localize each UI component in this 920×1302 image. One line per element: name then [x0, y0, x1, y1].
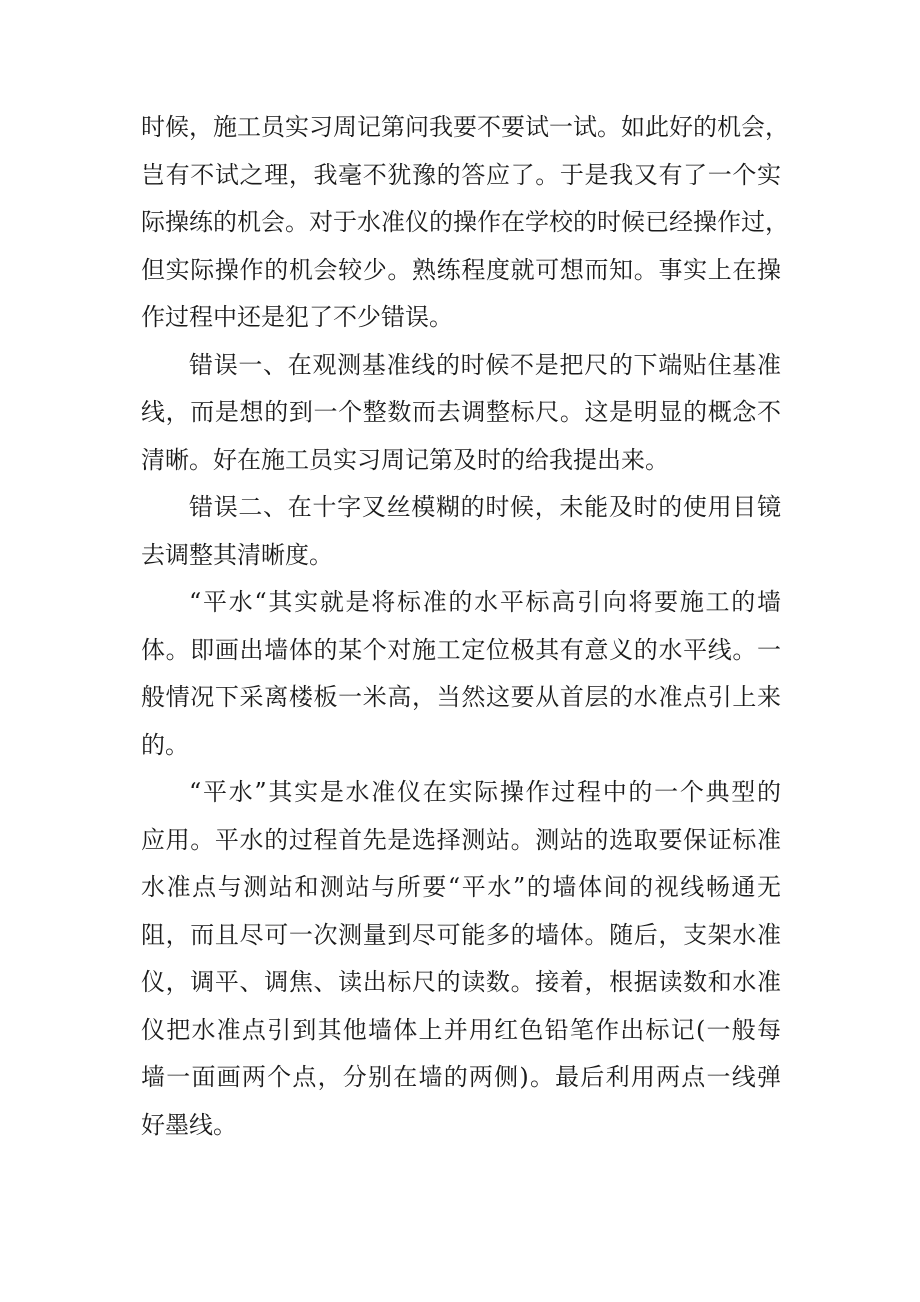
text-line: 错误二、在十字叉丝模糊的时候，未能及时的使用目镜 — [189, 493, 781, 521]
text-line: 际操练的机会。对于水准仪的操作在学校的时候已经操作过， — [141, 208, 789, 236]
text-line: 作过程中还是犯了不少错误。 — [141, 303, 453, 331]
text-line: “平水“其实就是将标准的水平标高引向将要施工的墙 — [189, 588, 781, 616]
text-line: 但实际操作的机会较少。熟练程度就可想而知。事实上在操 — [141, 255, 781, 284]
text-line: 墙一面画两个点，分别在墙的两侧)。最后利用两点一线弹 — [141, 1063, 781, 1091]
text-line: 应用。平水的过程首先是选择测站。测站的选取要保证标准 — [141, 825, 781, 854]
text-line: 岂有不试之理，我毫不犹豫的答应了。于是我又有了一个实 — [141, 160, 781, 189]
text-line: 仪，调平、调焦、读出标尺的读数。接着，根据读数和水准 — [141, 968, 781, 996]
text-line: 阻，而且尽可一次测量到尽可能多的墙体。随后，支架水准 — [141, 920, 781, 949]
body-text — [141, 104, 789, 1149]
text-line: 好墨线。 — [141, 1110, 237, 1139]
text-line: “平水”其实是水准仪在实际操作过程中的一个典型的 — [189, 778, 781, 806]
text-line: 体。即画出墙体的某个对施工定位极其有意义的水平线。一 — [141, 635, 781, 664]
text-line: 去调整其清晰度。 — [141, 540, 333, 569]
text-line: 水准点与测站和测站与所要“平水”的墙体间的视线畅通无 — [141, 873, 781, 901]
text-line: 的。 — [141, 730, 189, 759]
text-line: 般情况下采离楼板一米高，当然这要从首层的水准点引上来 — [141, 683, 781, 711]
text-line: 时候，施工员实习周记第问我要不要试一试。如此好的机会， — [141, 113, 789, 141]
text-line: 错误一、在观测基准线的时候不是把尺的下端贴住基准 — [189, 350, 781, 379]
text-line: 清晰。好在施工员实习周记第及时的给我提出来。 — [141, 445, 669, 474]
text-line: 线，而是想的到一个整数而去调整标尺。这是明显的概念不 — [141, 398, 781, 426]
text-line: 仪把水准点引到其他墙体上并用红色铅笔作出标记(一般每 — [141, 1015, 781, 1044]
